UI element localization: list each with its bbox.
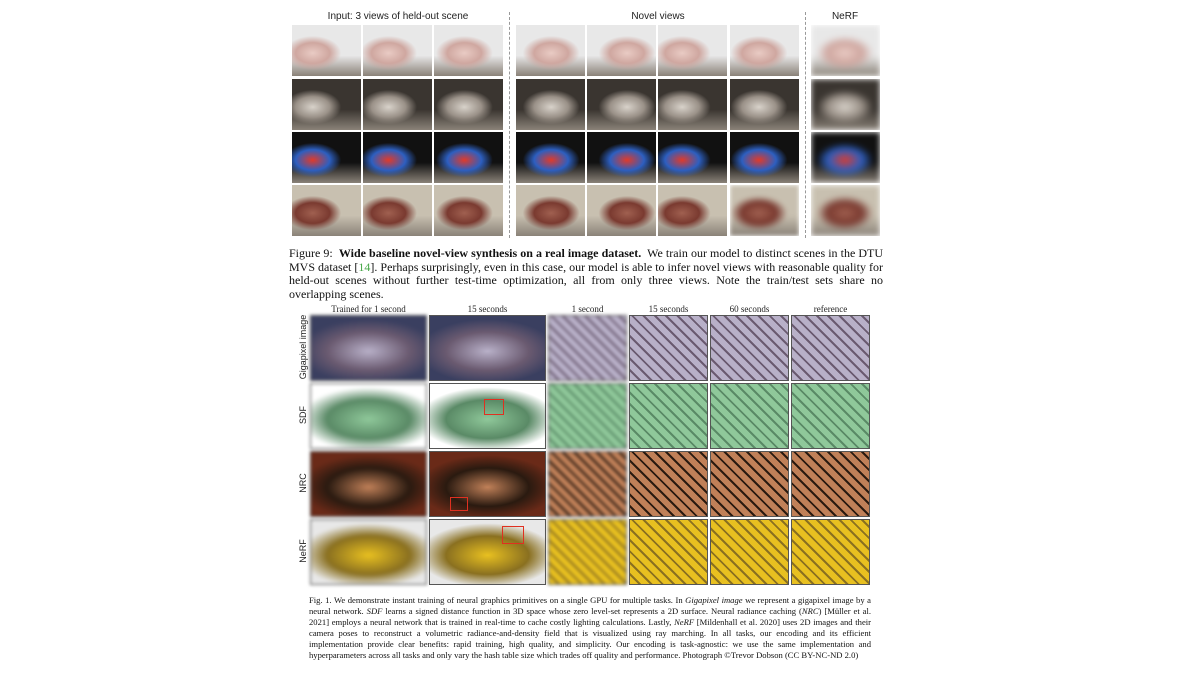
figure1-panel-nrc bbox=[429, 451, 546, 517]
figure9-thumbnail-pot bbox=[810, 184, 881, 237]
figure9-thumbnail-pig bbox=[515, 24, 586, 77]
caption-text: Fig. 1. We demonstrate instant training of neural graphics primitives on a single GPU for multiple tasks. In bbox=[309, 595, 686, 605]
figure9-thumbnail-buddha bbox=[729, 78, 800, 131]
caption-text: [Mildenhall et al. 2020] uses 2D images and their camera poses to reconstruct a volumetric radiance-and-density field that is visualized using ray marching. In all tasks, our encoding and its efficient implementation provide clear benefits: rapid training, high quality, and simplicity. Our encoding is task-agnostic: we use the same implementation and hyperparameters across all tasks and only vary the hash table size which trades off quality and performance. Photograph ©Trevor Dobson (CC BY-NC-ND 2.0) bbox=[309, 616, 872, 660]
figure9-thumbnail-pig bbox=[433, 24, 504, 77]
figure1-column-header: 60 seconds bbox=[729, 304, 770, 314]
figure1-panel-gigapixel bbox=[629, 315, 708, 381]
figure9-thumbnail-buddha bbox=[586, 78, 657, 131]
caption-italic: SDF bbox=[366, 605, 383, 616]
figure9-thumbnail-smurf bbox=[433, 131, 504, 184]
figure9-thumbnail-buddha bbox=[515, 78, 586, 131]
figure1-row-label: NeRF bbox=[298, 539, 308, 563]
caption-text: ) [Müller et al. 2021] employs a neural network that is trained in real-time to cache costly lighting calculations. Lastly, bbox=[309, 605, 872, 627]
figure1-panel-gigapixel bbox=[548, 315, 627, 381]
figure1-panel-gigapixel bbox=[791, 315, 870, 381]
figure1-panel-sdf bbox=[710, 383, 789, 449]
zoom-inset-marker bbox=[484, 399, 504, 415]
figure1-row-label: NRC bbox=[298, 473, 308, 493]
figure9-thumbnail-pig bbox=[729, 24, 800, 77]
figure1-panel-sdf bbox=[791, 383, 870, 449]
figure9-caption bbox=[289, 247, 883, 301]
figure9-thumbnail-pot bbox=[291, 184, 362, 237]
figure9-thumbnail-pot bbox=[433, 184, 504, 237]
figure9-thumbnail-buddha bbox=[433, 78, 504, 131]
figure1-panel-nerf bbox=[548, 519, 627, 585]
figure9-thumbnail-pig bbox=[810, 24, 881, 77]
zoom-inset-marker bbox=[502, 526, 524, 544]
citation-14[interactable]: 14 bbox=[358, 259, 371, 274]
figure9-thumbnail-smurf bbox=[515, 131, 586, 184]
caption-italic: Gigapixel image bbox=[685, 595, 743, 605]
figure9-thumbnail-smurf bbox=[586, 131, 657, 184]
figure1-panel-nrc bbox=[310, 451, 427, 517]
figure1-panel-sdf bbox=[429, 383, 546, 449]
figure1-panel-nerf bbox=[791, 519, 870, 585]
caption-italic: NRC bbox=[801, 605, 819, 616]
figure1-column-header: 1 second bbox=[571, 304, 604, 314]
figure9-thumbnail-smurf bbox=[362, 131, 433, 184]
figure9-thumbnail-smurf bbox=[729, 131, 800, 184]
figure1-panel-sdf bbox=[310, 383, 427, 449]
figure1-column-header: reference bbox=[813, 304, 848, 314]
figure1-row-label: SDF bbox=[298, 406, 308, 424]
figure1-panel-gigapixel bbox=[310, 315, 427, 381]
figure9-label: Figure 9: bbox=[289, 246, 333, 260]
separator-input-novel bbox=[509, 12, 510, 238]
figure9-text2: ]. Perhaps surprisingly, even in this case, our model is able to infer novel views with reasonable quality for held-out scenes without further test-time optimization, all from only three views. Note the train/test sets share no overlapping scenes. bbox=[289, 259, 883, 301]
figure1-panel-nerf bbox=[310, 519, 427, 585]
separator-novel-nerf bbox=[805, 12, 806, 238]
figure9-thumbnail-pig bbox=[586, 24, 657, 77]
figure9-text1: We train our model to distinct scenes in the DTU MVS dataset [ bbox=[289, 246, 883, 274]
figure9-thumbnail-pot bbox=[729, 184, 800, 237]
caption-text: learns a signed distance function in 3D space whose zero level-set represents a 2D surface. Neural radiance caching ( bbox=[382, 605, 802, 616]
figure1-panel-gigapixel bbox=[429, 315, 546, 381]
header-input-views: Input: 3 views of held-out scene bbox=[327, 11, 469, 22]
figure1-panel-gigapixel bbox=[710, 315, 789, 381]
figure9-thumbnail-buddha bbox=[810, 78, 881, 131]
figure9-thumbnail-pig bbox=[291, 24, 362, 77]
header-nerf: NeRF bbox=[831, 11, 859, 22]
figure9-title: Wide baseline novel-view synthesis on a real image dataset. bbox=[338, 246, 642, 260]
figure9-thumbnail-smurf bbox=[657, 131, 728, 184]
figure1-row-label: Gigapixel image bbox=[298, 314, 308, 380]
header-novel-views: Novel views bbox=[631, 11, 685, 22]
figure1-panel-nrc bbox=[548, 451, 627, 517]
figure9-thumbnail-pot bbox=[515, 184, 586, 237]
figure9-thumbnail-buddha bbox=[362, 78, 433, 131]
figure9-thumbnail-smurf bbox=[291, 131, 362, 184]
figure1-panel-nerf bbox=[429, 519, 546, 585]
figure9-thumbnail-pot bbox=[657, 184, 728, 237]
figure9-thumbnail-pot bbox=[586, 184, 657, 237]
figure1-caption bbox=[309, 595, 871, 660]
figure1-panel-sdf bbox=[548, 383, 627, 449]
zoom-inset-marker bbox=[450, 497, 468, 511]
figure1-column-header: Trained for 1 second bbox=[331, 304, 406, 314]
figure1-panel-nerf bbox=[710, 519, 789, 585]
figure9-thumbnail-pot bbox=[362, 184, 433, 237]
figure1-panel-nerf bbox=[629, 519, 708, 585]
figure9-thumbnail-smurf bbox=[810, 131, 881, 184]
figure1-panel-nrc bbox=[710, 451, 789, 517]
figure1-panel-sdf bbox=[629, 383, 708, 449]
figure1-column-header: 15 seconds bbox=[467, 304, 508, 314]
figure1-column-header: 15 seconds bbox=[648, 304, 689, 314]
figure9-thumbnail-pig bbox=[362, 24, 433, 77]
figure1-panel-nrc bbox=[629, 451, 708, 517]
figure9-thumbnail-pig bbox=[657, 24, 728, 77]
caption-text: we represent a gigapixel image by a neural network. bbox=[309, 595, 871, 616]
figure9-thumbnail-buddha bbox=[291, 78, 362, 131]
figure1-panel-nrc bbox=[791, 451, 870, 517]
figure9-thumbnail-buddha bbox=[657, 78, 728, 131]
caption-italic: NeRF bbox=[674, 616, 695, 627]
